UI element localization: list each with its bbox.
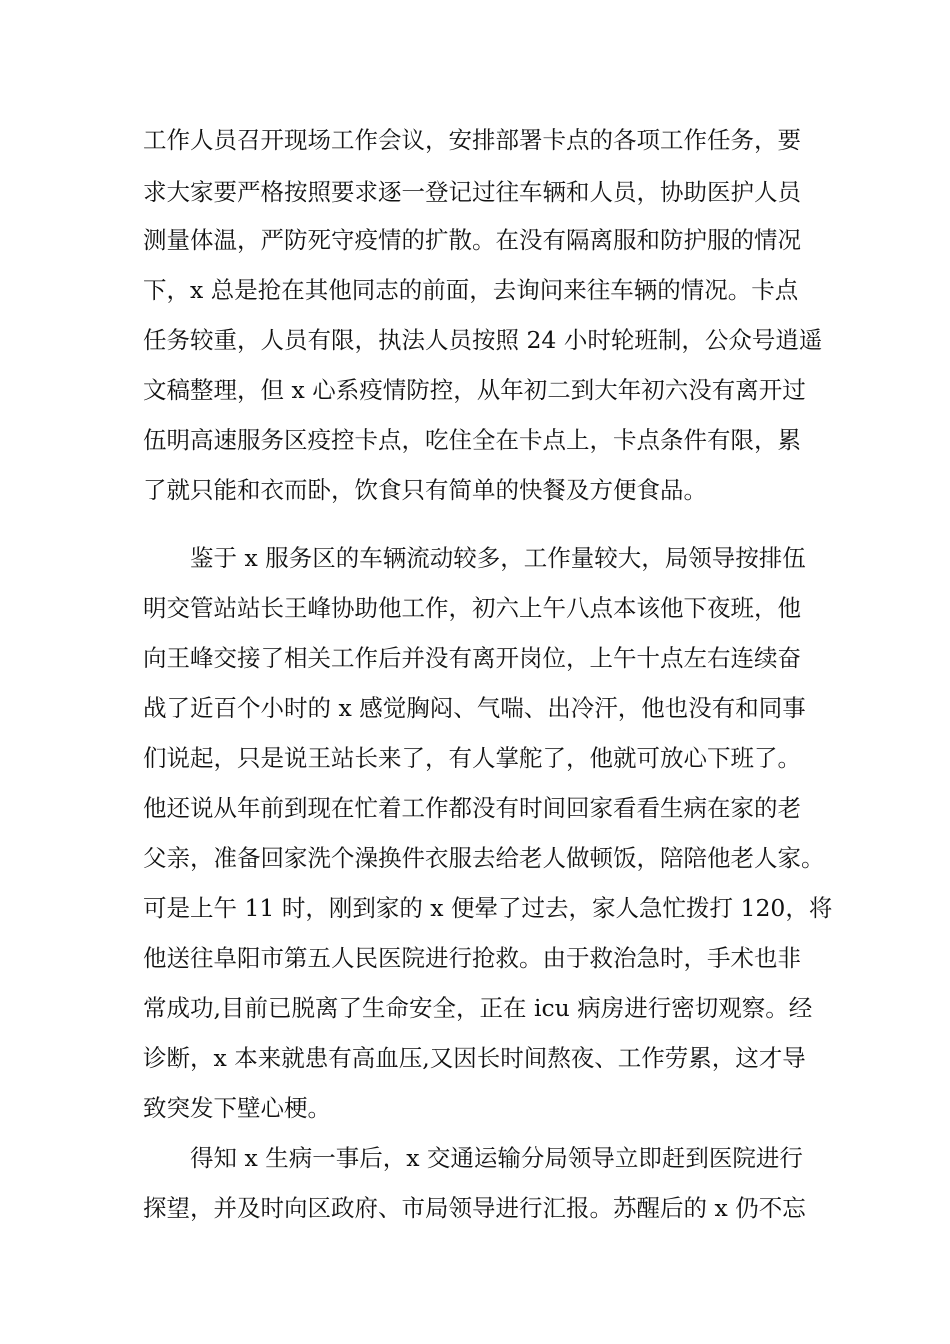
text-line: 任务较重，人员有限，执法人员按照 24 小时轮班制，公众号逍遥 bbox=[143, 326, 823, 354]
text-line: 求大家要严格按照要求逐一登记过往车辆和人员，协助医护人员 bbox=[143, 178, 801, 206]
text-line: 父亲，准备回家洗个澡换件衣服去给老人做顿饭，陪陪他老人家。 bbox=[143, 844, 825, 872]
text-line: 向王峰交接了相关工作后并没有离开岗位，上午十点左右连续奋 bbox=[143, 644, 801, 672]
text-line: 常成功,目前已脱离了生命安全，正在 icu 病房进行密切观察。经 bbox=[143, 994, 813, 1022]
text-line: 文稿整理，但 x 心系疫情防控，从年初二到大年初六没有离开过 bbox=[143, 376, 806, 404]
text-line: 伍明高速服务区疫控卡点，吃住全在卡点上，卡点条件有限，累 bbox=[143, 426, 801, 454]
text-line: 致突发下壁心梗。 bbox=[143, 1094, 331, 1122]
text-line: 他还说从年前到现在忙着工作都没有时间回家看看生病在家的老 bbox=[143, 794, 801, 822]
text-line: 下，x 总是抢在其他同志的前面，去询问来往车辆的情况。卡点 bbox=[143, 276, 799, 304]
text-line: 他送往阜阳市第五人民医院进行抢救。由于救治急时，手术也非 bbox=[143, 944, 801, 972]
text-line: 探望，并及时向区政府、市局领导进行汇报。苏醒后的 x 仍不忘 bbox=[143, 1194, 806, 1222]
text-line: 测量体温，严防死守疫情的扩散。在没有隔离服和防护服的情况 bbox=[143, 226, 801, 254]
text-line: 工作人员召开现场工作会议，安排部署卡点的各项工作任务，要 bbox=[143, 126, 801, 154]
text-line: 战了近百个小时的 x 感觉胸闷、气喘、出冷汗，他也没有和同事 bbox=[143, 694, 806, 722]
text-line: 可是上午 11 时，刚到家的 x 便晕了过去，家人急忙拨打 120，将 bbox=[143, 894, 833, 922]
text-line: 们说起，只是说王站长来了，有人掌舵了，他就可放心下班了。 bbox=[143, 744, 801, 772]
text-line: 明交管站站长王峰协助他工作，初六上午八点本该他下夜班，他 bbox=[143, 594, 801, 622]
paragraph-first-line: 鉴于 x 服务区的车辆流动较多，工作量较大，局领导按排伍 bbox=[190, 544, 806, 572]
text-line: 了就只能和衣而卧，饮食只有简单的快餐及方便食品。 bbox=[143, 476, 707, 504]
text-line: 诊断，x 本来就患有高血压,又因长时间熬夜、工作劳累，这才导 bbox=[143, 1044, 806, 1072]
paragraph-first-line: 得知 x 生病一事后，x 交通运输分局领导立即赶到医院进行 bbox=[190, 1144, 803, 1172]
